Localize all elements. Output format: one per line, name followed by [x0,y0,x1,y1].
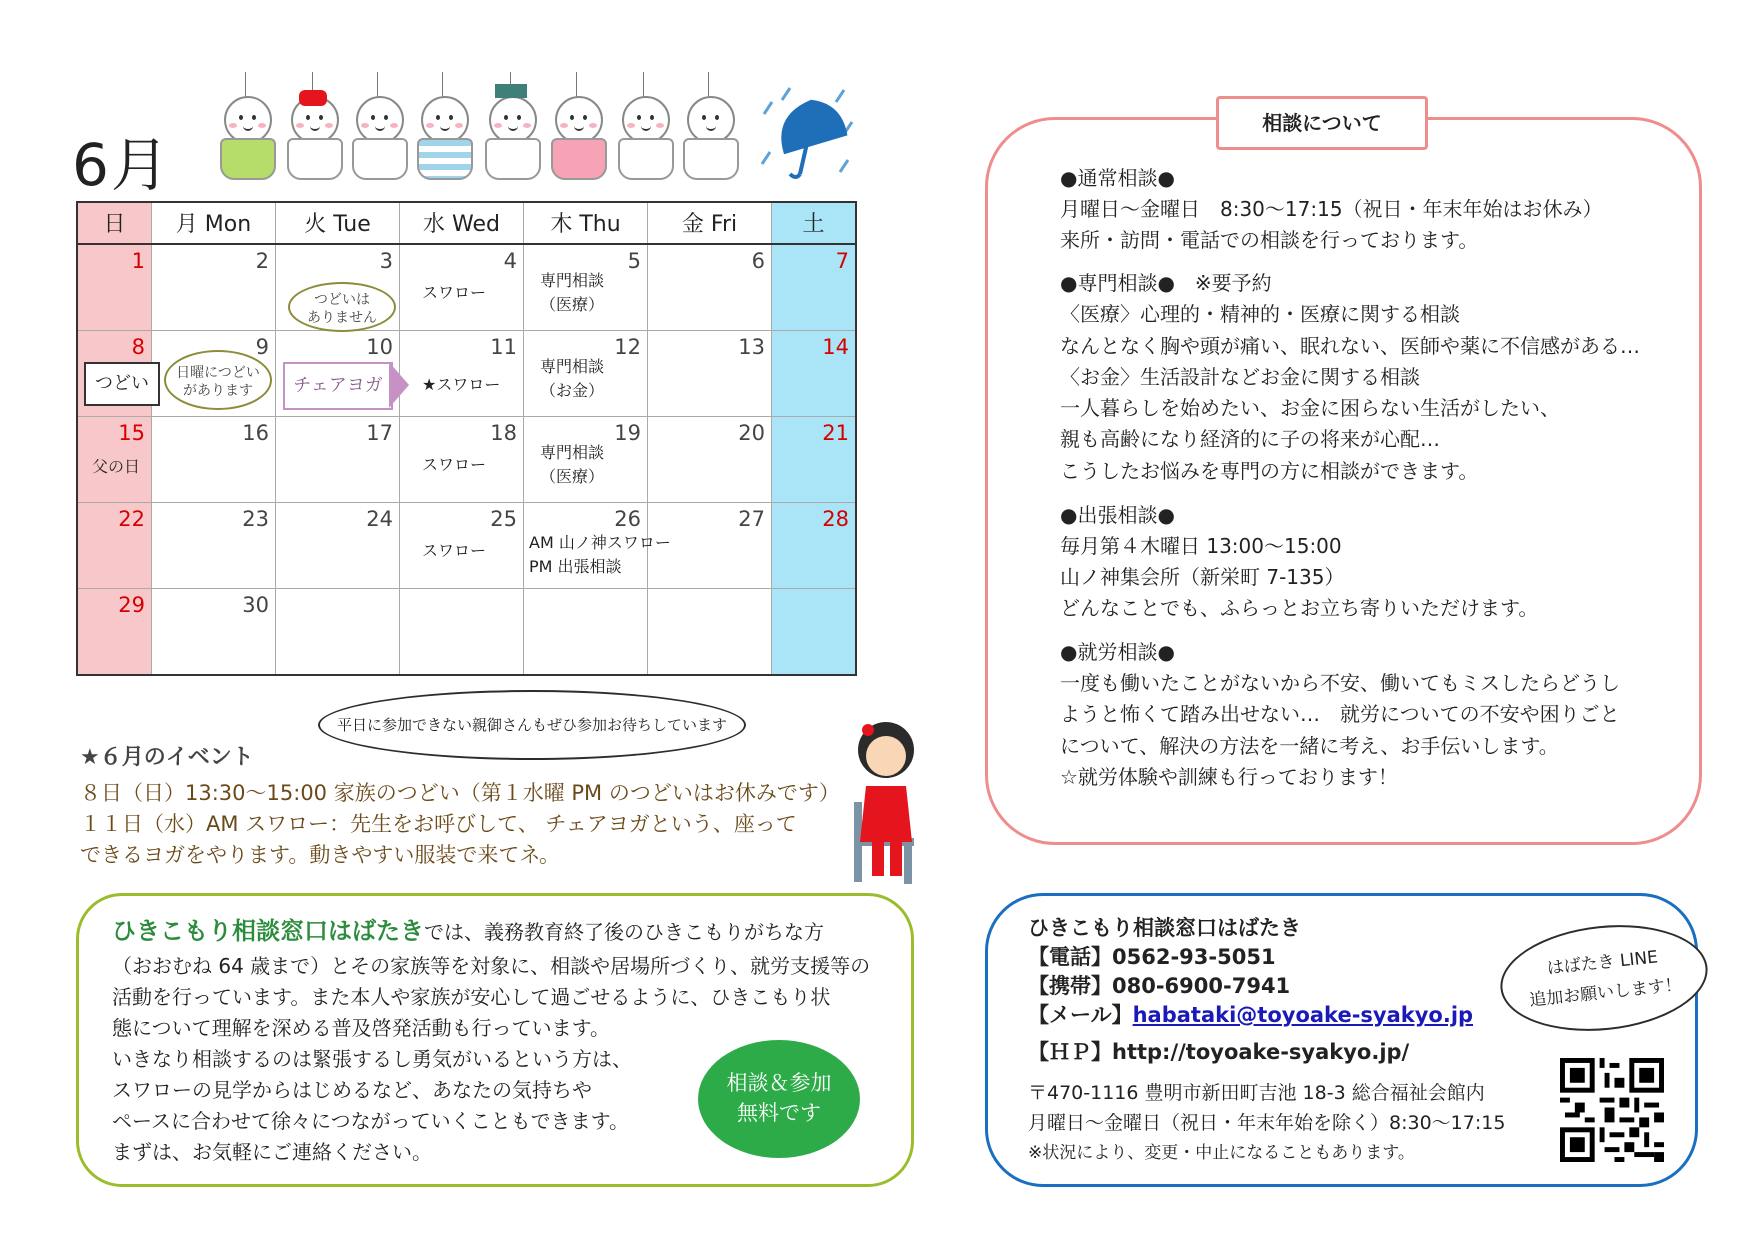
day-number: 7 [835,248,849,273]
day-number: 27 [738,506,765,531]
day-number: 21 [822,420,849,445]
consult-line: 来所・訪問・電話での相談を行っております。 [1060,228,1479,252]
chair-yoga-arrow-icon [389,362,409,408]
teru-doll-icon [218,72,274,182]
calendar-day-cell [152,502,276,588]
day-number: 10 [366,334,393,359]
consult-line: どんなことでも、ふらっとお立ち寄りいただけます。 [1060,596,1539,620]
event-line: ８日（日）13:30～15:00 家族のつどい（第１水曜 PM のつどいはお休みです） [80,781,840,805]
consult-line: ☆就労体験や訓練も行っております！ [1060,765,1398,789]
calendar-header: 月 Mon [152,202,276,244]
calendar-day-cell [276,416,400,502]
girl-sitting-icon [842,718,924,888]
about-line: スワローの見学からはじめるなど、あなたの気持ちや [112,1078,592,1102]
about-line: （おおむね 64 歳まで）とその家族等を対象に、相談や居場所づくり、就労支援等の [112,954,871,978]
calendar-day-cell [400,502,524,588]
calendar-week-row [77,416,856,502]
consult-line: 〈医療〉心理的・精神的・医療に関する相談 [1060,302,1460,326]
day-note: 父の日 [92,456,141,476]
calendar-header: 土 [772,202,857,244]
about-line: まずは、お気軽にご連絡ください。 [112,1140,432,1164]
calendar-day-cell [400,244,524,331]
calendar-header: 日 [77,202,152,244]
calendar-day-cell [152,588,276,675]
day-note: 専門相談 （お金） [540,356,605,400]
calendar-day-cell [524,244,648,331]
day-number: 24 [366,506,393,531]
event-line: できるヨガをやります。動きやすい服装で来てネ。 [80,843,561,867]
day-number: 30 [242,592,269,617]
consult-line: について、解決の方法を一緒に考え、お手伝いします。 [1060,734,1559,758]
calendar-day-cell [772,416,857,502]
day-number: 11 [490,334,517,359]
calendar-day-cell [524,502,671,588]
consult-line: ●通常相談● [1060,166,1175,190]
consult-line: なんとなく胸や頭が痛い、眠れない、医師や薬に不信感がある… [1060,334,1640,358]
calendar-table [76,201,857,676]
tsudoi-box: つどい [84,362,160,406]
day-number: 2 [255,248,269,273]
calendar-header: 火 Tue [276,202,400,244]
about-line: いきなり相談するのは緊張するし勇気がいるという方は、 [112,1047,632,1071]
day-number: 16 [242,420,269,445]
day-number: 15 [118,420,145,445]
calendar-header-row [77,202,856,244]
day-number: 6 [751,248,765,273]
day-number: 14 [822,334,849,359]
parents-invite-bubble: 平日に参加できない親御さんもぜひ参加お待ちしています [318,690,746,760]
calendar-week-row [77,588,856,675]
calendar-day-cell [400,588,524,675]
no-tsudoi-bubble: つどいは ありません [288,282,396,332]
contact-mail-label: 【メール】 [1028,1003,1133,1027]
day-note: 専門相談 （医療） [540,270,605,314]
day-note: AM 山ノ神スワロー PM 出張相談 [529,532,671,576]
calendar-day-cell [772,330,857,416]
calendar-day-cell [772,502,857,588]
consult-line: ようと怖くて踏み出せない… 就労についての不安や困りごと [1060,702,1620,726]
calendar-day-cell [77,502,152,588]
consult-line: 一人暮らしを始めたい、お金に困らない生活がしたい、 [1060,396,1560,420]
consult-line: 山ノ神集会所（新栄町 7-135） [1060,565,1345,589]
consult-line: ●出張相談● [1060,503,1175,527]
day-number: 4 [503,248,517,273]
consult-line: 毎月第４木曜日 13:00～15:00 [1060,534,1342,558]
teru-doll-icon [681,72,737,182]
line-add-bubble: はばたき LINE 追加お願いします！ [1495,915,1713,1040]
day-note: スワロー [422,540,487,560]
event-line: １１日（水）AM スワロー：先生をお呼びして、 チェアヨガという、座って [80,812,797,836]
consult-tab: 相談について [1216,96,1428,150]
sunday-tsudoi-bubble: 日曜につどい があります [164,350,272,410]
teru-doll-icon [285,72,341,182]
teru-doll-icon [483,72,539,182]
calendar-day-cell [152,416,276,502]
calendar-day-cell [400,330,524,416]
contact-note: ※状況により、変更・中止になることもあります。 [1028,1143,1415,1163]
teru-doll-icon [415,72,471,182]
calendar-day-cell [276,588,400,675]
day-number: 22 [118,506,145,531]
month-title: 6月 [72,131,171,199]
calendar-week-row [77,244,856,331]
qr-code-icon[interactable] [1560,1058,1664,1162]
consult-line: ●専門相談● ※要予約 [1060,271,1272,295]
calendar-day-cell [648,244,772,331]
consult-line: 〈お金〉生活設計などお金に関する相談 [1060,365,1420,389]
day-note: スワロー [422,282,487,302]
day-number: 18 [490,420,517,445]
day-number: 12 [614,334,641,359]
calendar-day-cell [77,244,152,331]
chair-yoga-tag: チェアヨガ [283,362,393,410]
consult-line: ●就労相談● [1060,640,1175,664]
about-title-rest: では、義務教育終了後のひきこもりがちな方 [424,920,824,944]
calendar-header: 金 Fri [648,202,772,244]
consult-line: 一度も働いたことがないから不安、働いてもミスしたらどうし [1060,671,1620,695]
day-number: 29 [118,592,145,617]
contact-address: 〒470-1116 豊明市新田町吉池 18-3 総合福祉会館内 [1028,1082,1485,1104]
day-note: ★スワロー [422,374,501,394]
teru-doll-icon [350,72,406,182]
umbrella-icon [760,82,860,182]
day-number: 23 [242,506,269,531]
day-number: 3 [379,248,393,273]
calendar-day-cell [648,330,772,416]
consult-line: 月曜日～金曜日 8:30～17:15（祝日・年末年始はお休み） [1060,197,1603,221]
day-number: 13 [738,334,765,359]
homepage-link[interactable]: 【ＨＰ】http://toyoake-syakyo.jp/ [1028,1040,1410,1064]
day-number: 5 [627,248,641,273]
about-line: 活動を行っています。また本人や家族が安心して過ごせるように、ひきこもり状 [112,985,831,1009]
day-number: 25 [490,506,517,531]
contact-hours: 月曜日～金曜日（祝日・年末年始を除く）8:30～17:15 [1028,1112,1506,1134]
events-title: ★６月のイベント [80,745,254,770]
day-number: 8 [131,334,145,359]
day-number: 19 [614,420,641,445]
calendar-day-cell [77,588,152,675]
teru-doll-icon [549,72,605,182]
calendar-day-cell [648,588,772,675]
day-number: 20 [738,420,765,445]
contact-name: ひきこもり相談窓口はばたき [1028,916,1301,940]
consult-line: こうしたお悩みを専門の方に相談ができます。 [1060,459,1479,483]
calendar-day-cell [524,588,648,675]
calendar-week-row [77,502,856,588]
about-line: ペースに合わせて徐々につながっていくこともできます。 [112,1109,629,1133]
about-title: ひきこもり相談窓口はばたき [112,917,424,945]
free-badge: 相談＆参加 無料です [698,1040,860,1158]
day-number: 1 [131,248,145,273]
calendar-day-cell [400,416,524,502]
day-number: 28 [822,506,849,531]
email-link[interactable]: habataki@toyoake-syakyo.jp [1132,1003,1474,1027]
calendar-day-cell [152,244,276,331]
calendar-day-cell [276,502,400,588]
about-line: 態について理解を深める普及啓発活動も行っています。 [112,1016,610,1040]
consult-line: 親も高齢になり経済的に子の将来が心配… [1060,427,1440,451]
day-number: 17 [366,420,393,445]
day-number: 9 [255,334,269,359]
calendar-day-cell [648,416,772,502]
calendar-day-cell [772,244,857,331]
teru-doll-icon [616,72,672,182]
calendar-header: 水 Wed [400,202,524,244]
calendar-day-cell [524,416,648,502]
day-note: スワロー [422,454,487,474]
calendar-day-cell [77,416,152,502]
contact-tel: 【電話】0562-93-5051 [1028,945,1276,969]
day-number: 26 [614,506,641,531]
calendar-day-cell [524,330,648,416]
contact-mobile: 【携帯】080-6900-7941 [1028,974,1291,998]
day-note: 専門相談 （医療） [540,442,605,486]
calendar-day-cell [772,588,857,675]
calendar-header: 木 Thu [524,202,648,244]
calendar-day-cell [648,502,772,588]
